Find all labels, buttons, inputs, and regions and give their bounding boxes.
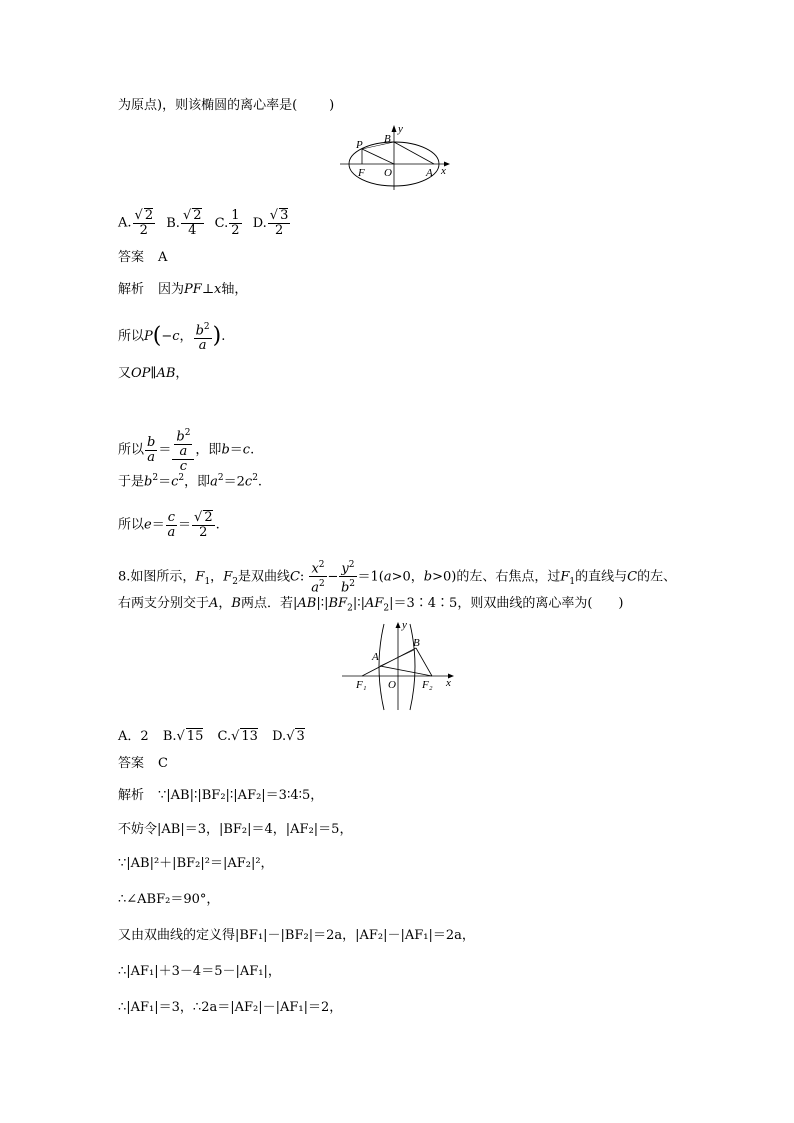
label-b: B	[384, 133, 391, 145]
q7-analysis-4: 所以 $\frac{b}{a}$ ＝ $\frac{\frac{b^2}{a}}{c}$ ，即b＝c.	[118, 428, 255, 475]
q8-stem-line2: 右两支分别交于A，B两点．若$|AB|∶|BF_2|∶|AF_2|=3∶4∶5$，则双曲线的离心率为( )	[118, 596, 624, 614]
label-o: O	[384, 167, 392, 179]
q8-analysis-6: ∴|AF₁|＋3－4＝5－|AF₁|，	[118, 964, 281, 979]
label-y: y	[402, 620, 407, 631]
q8-analysis-2: 不妨令|AB|＝3，|BF₂|＝4，|AF₂|＝5，	[118, 822, 353, 837]
q7-answer: 答案 A	[118, 250, 168, 265]
label-a: A	[426, 167, 433, 179]
q8-analysis-1: 解析 ∵|AB|∶|BF₂|∶|AF₂|＝3∶4∶5，	[118, 788, 324, 803]
ellipse-figure	[336, 120, 456, 192]
q7-analysis-2: 所以P(−c， $\frac{b^2}{a}$ ).	[118, 322, 226, 354]
q7-analysis-1: 解析 因为PF⊥x轴，	[118, 282, 248, 297]
y-arrow	[396, 622, 401, 628]
segment-bf2	[416, 648, 432, 676]
label-b: B	[413, 637, 420, 649]
q7-analysis-3: 又OP∥AB，	[118, 366, 189, 381]
label-y: y	[398, 123, 403, 135]
q8-analysis-7: ∴|AF₁|＝3，∴2a＝|AF₂|－|AF₁|＝2，	[118, 1000, 343, 1015]
q8-answer: 答案 C	[118, 756, 168, 771]
segment-op	[362, 149, 394, 164]
label-p: P	[356, 139, 363, 151]
label-f: F	[358, 167, 365, 179]
intro-line: 为原点)，则该椭圆的离心率是( )	[118, 98, 335, 113]
hyperbola-figure	[340, 620, 460, 712]
q8-choices: A．2 B.√ 15 C.√ 13 D.√ 3	[118, 729, 305, 744]
q8-stem-line1: 8.如图所示，$F_1$，$F_2$是双曲线C: $\frac{x^2}{a^2}$ − $\frac{y^2}{b^2}$ ＝1(a>0，b>0)的左、右焦点，过$F_1$的直线与C的左、	[118, 560, 677, 596]
segment-ab-aux	[380, 650, 414, 666]
q7-choices: A. $\frac{√ 2}{2}$ B. $\frac{√ 2}{4}$ C. $\frac{1}{2}$ D. $\frac{√ 3}{2}$	[118, 207, 289, 238]
label-o: O	[388, 679, 396, 691]
y-arrow	[392, 125, 397, 132]
q7-analysis-6: 所以e＝ $\frac{c}{a}$ ＝ $\frac{√ 2}{2}$ .	[118, 509, 220, 540]
q8-analysis-5: 又由双曲线的定义得|BF₁|－|BF₂|＝2a，|AF₂|－|AF₁|＝2a，	[118, 928, 475, 943]
segment-af2	[380, 666, 432, 676]
q8-analysis-4: ∴∠ABF₂＝90°，	[118, 892, 220, 907]
segment-ab	[394, 142, 434, 164]
q7-analysis-5: 于是$b^2=c^2$，即$a^2=2c^2$.	[118, 473, 263, 490]
label-x: x	[446, 677, 451, 689]
label-f1: F₁	[356, 679, 367, 691]
label-a: A	[372, 651, 379, 663]
q8-analysis-3: ∵|AB|²＋|BF₂|²＝|AF₂|²，	[118, 856, 274, 871]
label-x: x	[441, 165, 446, 177]
label-f2: F₂	[422, 679, 433, 691]
